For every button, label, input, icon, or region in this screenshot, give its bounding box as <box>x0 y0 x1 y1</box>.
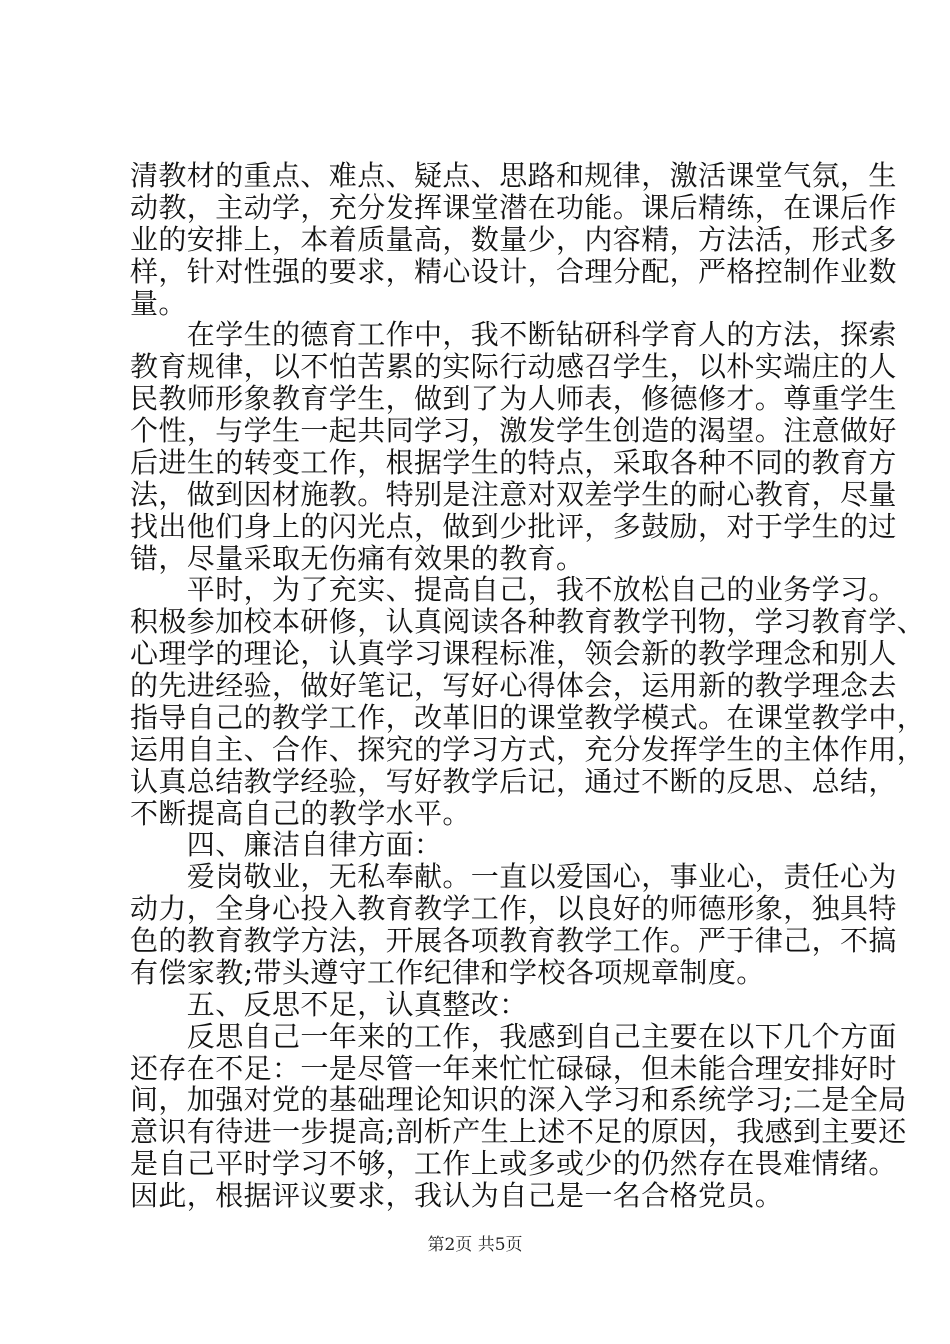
text-line: 在学生的德育工作中，我不断钻研科学育人的方法，探索 <box>130 318 897 352</box>
text-line: 量。 <box>130 286 187 320</box>
text-line: 样，针对性强的要求，精心设计，合理分配，严格控制作业数 <box>130 254 897 288</box>
text-line: 动教，主动学，充分发挥课堂潜在功能。课后精练，在课后作 <box>130 190 897 224</box>
text-line: 意识有待进一步提高;剖析产生上述不足的原因，我感到主要还 <box>130 1115 907 1149</box>
text-line: 动力，全身心投入教育教学工作，以良好的师德形象，独具特 <box>130 892 897 926</box>
text-line: 业的安排上，本着质量高，数量少，内容精，方法活，形式多 <box>130 222 897 256</box>
text-line: 找出他们身上的闪光点，做到少批评，多鼓励，对于学生的过 <box>130 509 897 543</box>
text-line: 心理学的理论，认真学习课程标准，领会新的教学理念和别人 <box>130 637 897 671</box>
text-line: 有偿家教;带头遵守工作纪律和学校各项规章制度。 <box>130 955 765 989</box>
text-line: 色的教育教学方法，开展各项教育教学工作。严于律己，不搞 <box>130 924 897 957</box>
section-heading: 四、廉洁自律方面： <box>130 828 443 862</box>
text-line: 因此，根据评议要求，我认为自己是一名合格党员。 <box>130 1179 784 1212</box>
text-line: 清教材的重点、难点、疑点、思路和规律，激活课堂气氛，生 <box>130 159 897 192</box>
text-line: 教育规律，以不怕苦累的实际行动感召学生，以朴实端庄的人 <box>130 350 897 384</box>
text-line: 法，做到因材施教。特别是注意对双差学生的耐心教育，尽量 <box>130 477 897 511</box>
text-line: 不断提高自己的教学水平。 <box>130 796 471 830</box>
text-line: 间，加强对党的基础理论知识的深入学习和系统学习;二是全局 <box>130 1083 907 1117</box>
text-line: 认真总结教学经验，写好教学后记，通过不断的反思、总结， <box>130 764 897 798</box>
text-line: 指导自己的教学工作，改革旧的课堂教学模式。在课堂教学中， <box>130 700 926 734</box>
text-line: 错，尽量采取无伤痛有效果的教育。 <box>130 541 585 575</box>
text-line: 的先进经验，做好笔记，写好心得体会，运用新的教学理念去 <box>130 669 897 702</box>
text-line: 个性，与学生一起共同学习，激发学生创造的渴望。注意做好 <box>130 414 897 447</box>
text-line: 积极参加校本研修，认真阅读各种教育教学刊物，学习教育学、 <box>130 605 926 639</box>
section-heading: 五、反思不足，认真整改： <box>130 987 528 1021</box>
text-line: 是自己平时学习不够，工作上或多或少的仍然存在畏难情绪。 <box>130 1147 897 1181</box>
page-number-footer: 第2页 共5页 <box>427 1235 523 1255</box>
text-line: 后进生的转变工作，根据学生的特点，采取各种不同的教育方 <box>130 445 897 479</box>
text-line: 反思自己一年来的工作，我感到自己主要在以下几个方面 <box>130 1019 897 1053</box>
text-line: 爱岗敬业，无私奉献。一直以爱国心，事业心，责任心为 <box>130 860 897 894</box>
text-line: 平时，为了充实、提高自己，我不放松自己的业务学习。 <box>130 573 897 607</box>
text-line: 民教师形象教育学生，做到了为人师表，修德修才。尊重学生 <box>130 382 897 416</box>
text-line: 还存在不足：一是尽管一年来忙忙碌碌，但未能合理安排好时 <box>130 1051 897 1085</box>
text-line: 运用自主、合作、探究的学习方式，充分发挥学生的主体作用， <box>130 732 926 766</box>
